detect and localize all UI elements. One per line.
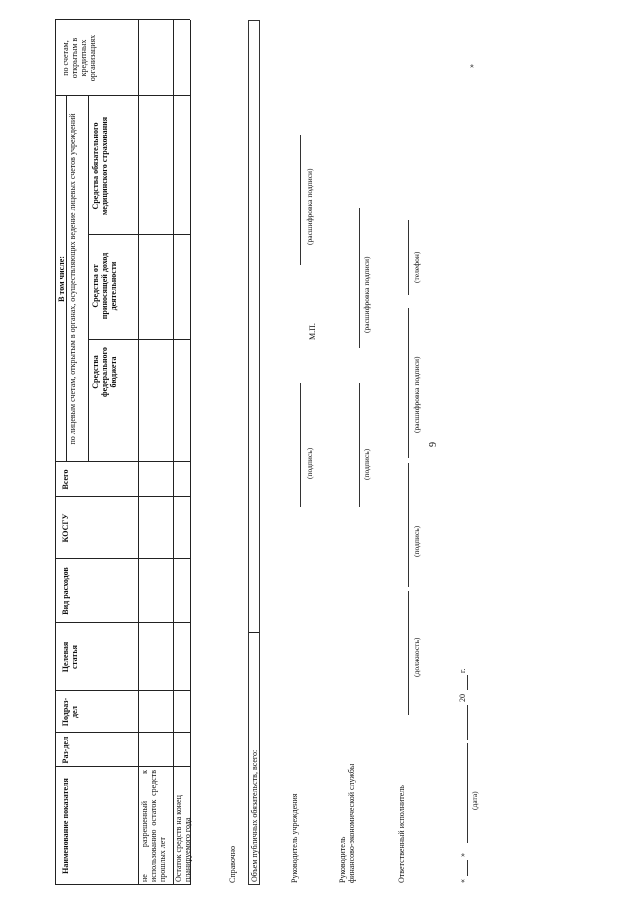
obligations-label: Объем публичных обязательств, всего: [250, 749, 259, 882]
header-v-tom-chisle: В том числе: [57, 256, 66, 302]
executor-signature-caption: (подпись) [412, 525, 421, 557]
table-row-label-2: Остаток средств на конец планируемого года [174, 795, 192, 882]
obligations-box [248, 20, 260, 885]
header-sredstva-fed-budget: Средства федерального бюджета [91, 347, 118, 397]
header-po-licevym-schetam: по лицевым счетам, открытым в органах, осуществляющих ведение лицевых счетов учреждений [68, 113, 77, 445]
table-row-label-1: не разрешенный к использованию остаток средств прошлых лет [140, 770, 167, 882]
header-name: Наименование показателя [61, 778, 70, 874]
mp-label: М.П. [308, 323, 317, 340]
executor-position-caption: (должность) [412, 637, 421, 677]
finance-head-label-line1: Руководитель [338, 836, 347, 883]
head-decode-caption: (расшифровка подписи) [305, 168, 314, 245]
date-quote-open: « [458, 879, 467, 883]
date-quote-close: » [458, 853, 467, 857]
executor-label: Ответственный исполнитель [397, 785, 406, 883]
header-celevaya-statya: Целевая статья [61, 641, 79, 673]
header-sredstva-dohod: Средства от приносящей доход деятельности [91, 252, 118, 320]
date-caption: (дата) [470, 791, 479, 810]
document-content [55, 20, 640, 885]
header-razdel: Раз-дел [61, 736, 70, 764]
head-of-institution-label: Руководитель учреждения [290, 793, 299, 883]
header-po-schetam-kredit: по счетам, открытым в кредитных организациях [61, 34, 97, 82]
trailing-quote-close: » [467, 64, 476, 68]
finance-signature-caption: (подпись) [362, 448, 371, 480]
header-sredstva-oms: Средства обязательного медицинского страхования [91, 116, 109, 216]
reference-label: Справочно [228, 846, 237, 883]
page-number: 9 [428, 442, 439, 447]
executor-phone-caption: (телефон) [412, 251, 421, 283]
executor-decode-caption: (расшифровка подписи) [412, 356, 421, 433]
year-suffix: г. [458, 668, 467, 673]
head-signature-caption: (подпись) [305, 447, 314, 479]
finance-decode-caption: (расшифровка подписи) [362, 256, 371, 333]
header-vsego: Всего [61, 469, 70, 490]
finance-head-label-line2: финансово-экономической службы [347, 763, 356, 883]
header-vid-rashodov: Вид расходов [61, 567, 70, 615]
header-podrazdel: Подраз-дел [61, 697, 79, 727]
header-kosgu: КОСГУ [61, 513, 70, 543]
year-prefix: 20 [458, 694, 467, 702]
